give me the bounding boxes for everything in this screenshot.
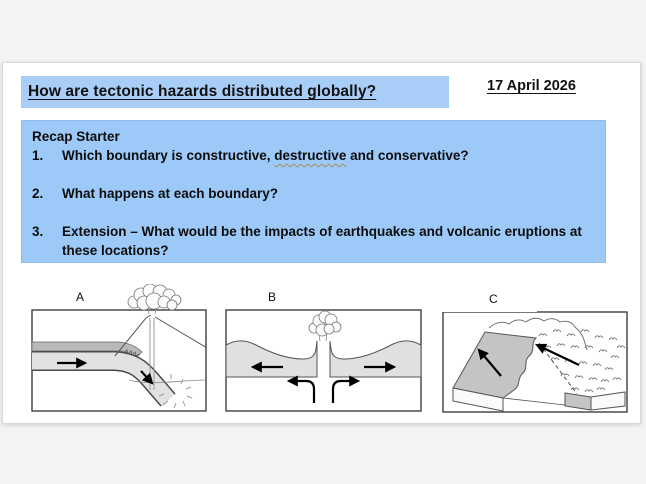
diagram-c-label: C [489,292,498,306]
divergent-boundary-illustration [225,284,422,412]
diagram-b-constructive-boundary [225,284,422,412]
question-3-number: 3. [32,224,44,239]
slide-date: 17 April 2026 [487,78,576,94]
question-2-text: What happens at each boundary? [62,186,279,201]
recap-box [21,120,606,263]
diagram-a-destructive-boundary [31,284,207,412]
question-1-number: 1. [32,148,44,163]
eruption-cloud [128,284,181,310]
presentation-slide [2,62,641,424]
slide-title-text: How are tectonic hazards distributed globally? [28,83,377,100]
slide-title [21,76,449,108]
recap-heading: Recap Starter [32,129,120,144]
question-3-text: Extension – What would be the impacts of earthquakes and volcanic eruptions at these locations? [62,224,582,258]
subduction-volcano-illustration [31,284,207,412]
question-1-text [62,146,597,165]
diagram-c-conservative-boundary [439,286,631,418]
diagram-b-label: B [268,290,277,304]
question-1-text-pre: Which boundary is constructive, [62,148,275,163]
question-1-text-post: and conservative? [346,148,469,163]
misspelled-word: destructive [274,148,347,163]
question-2-number: 2. [32,186,44,201]
diagram-a-label: A [76,290,85,304]
recap-question-2 [32,184,597,203]
recap-question-3 [32,222,597,260]
recap-question-1 [32,146,597,165]
transform-fault-illustration [439,286,631,418]
